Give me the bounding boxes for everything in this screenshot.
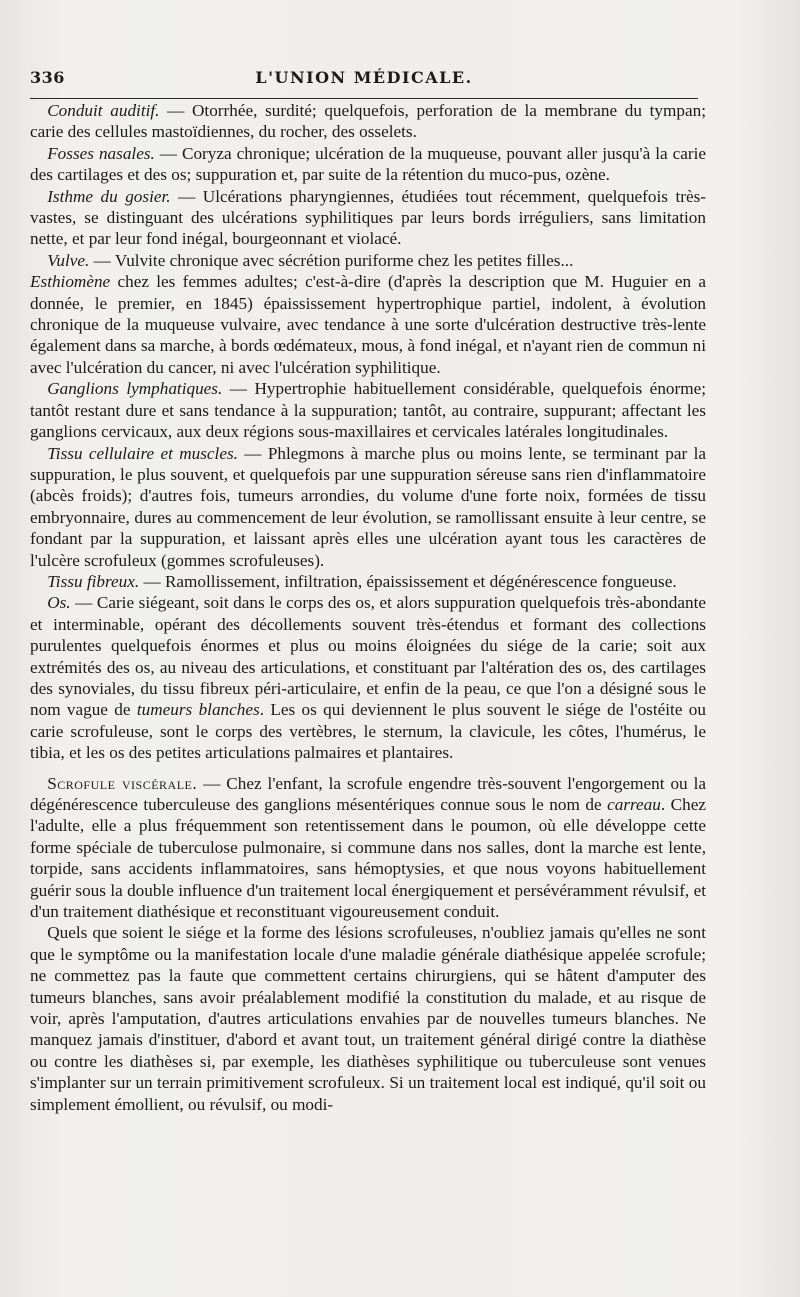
paragraph-esthiomene (30, 271, 706, 378)
paragraph-closing (30, 922, 706, 1115)
running-title: L'UNION MÉDICALE. (255, 68, 473, 87)
page-header (30, 68, 698, 94)
page-number: 336 (30, 68, 65, 87)
paragraph-tissu-cellulaire (30, 443, 706, 571)
header-rule (30, 98, 698, 99)
paragraph-text: — Ulcérations pharyngiennes, étudiées tout récemment, quelquefois très-vastes, se distinguant des ulcérations syphilitiques par leurs bords irréguliers, sans limitation nette, et par leur fond inégal, bourgeonnant et violacé. (30, 186, 706, 249)
paragraph-vulve (30, 250, 706, 271)
paragraph-text-continued: . Les os qui deviennent le plus souvent le siége de l'ostéite ou carie scrofuleuse, sont le corps des vertèbres, le sternum, la clavicule, les côtes, l'humérus, le tibia, et les os des petites articulations palmaires et plantaires. (30, 700, 706, 763)
paragraph-text-continued: . Chez l'adulte, elle a plus fréquemment son retentissement dans le poumon, où elle développe cette forme spéciale de tuberculose pulmonaire, si commune dans nos salles, dont la marche est lente, torpide, sans accidents inflammatoires, sans hémoptysies, et que nous voyons habituellement guérir sous la double influence d'un traitement local énergiquement et persévéramment révulsif, et d'un traitement diathésique et reconstituant vigoureusement conduit. (30, 795, 706, 922)
paragraph-term: Tissu cellulaire et muscles. (47, 443, 238, 463)
paragraph-term: Vulve. (47, 250, 90, 270)
paragraph-text: Quels que soient le siége et la forme des lésions scrofuleuses, n'oubliez jamais qu'elles ne sont que le symptôme ou la manifestation locale d'une maladie générale diathésique appelée scrofule; ne commettez pas la faute que commettent certains chirurgiens, qui se hâtent d'amputer des tumeurs blanches, sans avoir préalablement modifié la constitution du malade, et au risque de voir, après l'amputation, d'autres articulations envahies par de nouvelles tumeurs blanches. Ne manquez jamais d'instituer, d'abord et avant tout, un traitement général dirigé contre la diathèse ou contre les diathèses si, par exemple, les diathèses syphilitique ou tuberculeuse sont venues s'implanter sur un terrain primitivement scrofuleux. Si un traitement local est indiqué, qu'il soit ou simplement émollient, ou révulsif, ou modi- (30, 923, 706, 1114)
section-heading: Scrofule viscérale. (47, 773, 198, 793)
paragraph-text: — Carie siégeant, soit dans le corps des os, et alors suppuration quelquefois très-abondante et interminable, opérant des décollements souvent très-étendus et formant des collections purulentes quelquefois énormes et plus ou moins éloignées du siége de la carie; soit aux extrémités des os, au niveau des articulations, et constituant par l'altération des os, des cartilages des synoviales, du tissu fibreux péri-articulaire, et enfin de la peau, ce que l'on a désigné sous le nom vague de (30, 593, 706, 720)
paragraph-text: — Ramollissement, infiltration, épaississement et dégénérescence fongueuse. (139, 571, 677, 591)
paragraph-text: — Chez l'enfant, la scrofule engendre très-souvent l'engorgement ou la dégénérescence tuberculeuse des ganglions mésentériques connue sous le nom de (30, 773, 707, 814)
paragraph-term: Tissu fibreux. (47, 571, 140, 591)
paragraph-text: — Otorrhée, surdité; quelquefois, perforation de la membrane du tympan; carie des cellules mastoïdiennes, du rocher, des osselets. (30, 101, 706, 142)
paragraph-term: Ganglions lymphatiques. (47, 379, 223, 399)
paragraph-term: Fosses nasales. (47, 143, 155, 163)
paragraph-text: — Coryza chronique; ulcération de la muqueuse, pouvant aller jusqu'à la carie des cartilages et des os; suppuration et, par suite de la rétention du muco-pus, ozène. (30, 143, 706, 185)
paragraph-os (30, 592, 706, 763)
paragraph-tissu-fibreux (30, 571, 706, 592)
paragraph-term: Conduit auditif. (47, 101, 160, 120)
paragraph-text: chez les femmes adultes; c'est-à-dire (d'après la description que M. Huguier en a donnée, le premier, en 1845) épaississement hypertrophique partiel, indolent, à évolution chronique de la muqueuse vulvaire, avec tendance à une sorte d'ulcération destructive très-lente également dans sa marche, à bords œdémateux, mous, à fond inégal, et n'ayant rien de commun ni avec l'ulcération du cancer, ni avec l'ulcération syphilitique. (30, 272, 706, 377)
paragraph-fosses-nasales (30, 143, 706, 186)
paragraph-ganglions (30, 378, 706, 442)
paragraph-italic: carreau (607, 795, 661, 814)
paragraph-italic: tumeurs blanches (136, 700, 260, 720)
paragraph-term: Isthme du gosier. (47, 186, 171, 206)
paragraph-scrofule-viscerale (30, 773, 706, 923)
paragraph-isthme-du-gosier (30, 186, 706, 250)
paragraph-term: Esthiomène (30, 272, 111, 292)
paragraph-text: — Hypertrophie habituellement considérable, quelquefois énorme; tantôt restant dure et sans tendance à la suppuration; tantôt, au contraire, suppurant; affectant les ganglions cervicaux, aux deux régions sous-maxillaires et cervicales latérales longitudinales. (30, 379, 706, 442)
body-text (30, 100, 706, 1115)
paragraph-text: — Vulvite chronique avec sécrétion puriforme chez les petites filles... (89, 250, 574, 270)
paragraph-conduit-auditif (30, 100, 706, 143)
paragraph-text: — Phlegmons à marche plus ou moins lente, se terminant par la suppuration, le plus souvent, et quelquefois par une suppuration séreuse sans rien d'inflammatoire (abcès froids); d'autres fois, tumeurs arrondies, du volume d'une forte noix, formées de tissu embryonnaire, dures au commencement de leur évolution, se ramollissant ensuite à leur centre, se fondant par la suppuration, et laissant après elles une ulcération ayant tous les caractères de l'ulcère scrofuleux (gommes scrofuleuses). (30, 443, 706, 570)
paragraph-term: Os. (47, 593, 71, 613)
